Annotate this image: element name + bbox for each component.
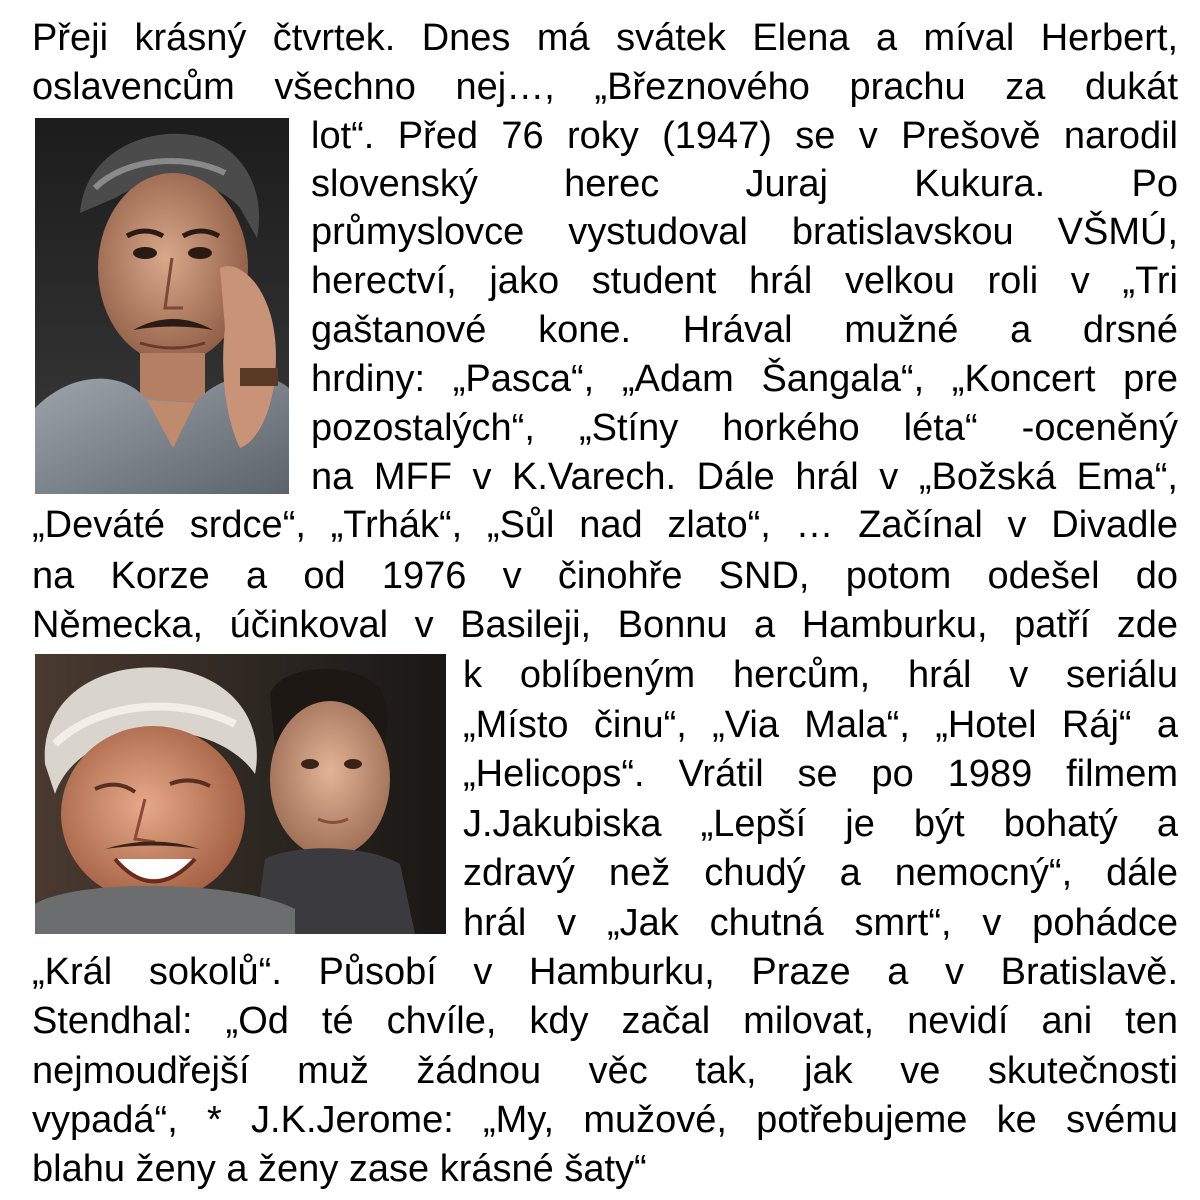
text-line: hrdiny: „Pasca“, „Adam Šangala“, „Koncert pre [311, 358, 1178, 400]
text-line: k oblíbeným hercům, hrál v seriálu [463, 654, 1178, 696]
text-line: „Deváté srdce“, „Trhák“, „Sůl nad zlato“, … Začínal v Divadle [32, 504, 1178, 546]
text-line: „Místo činu“, „Via Mala“, „Hotel Ráj“ a [463, 704, 1178, 746]
text-line: lot“. Před 76 roky (1947) se v Prešově narodil [311, 115, 1178, 157]
portrait-photo-juraj-kukura [35, 118, 289, 494]
text-line: průmyslovce vystudoval bratislavskou VŠMÚ, [311, 211, 1178, 253]
text-line: oslavencům všechno nej…, „Březnového prachu za dukát [32, 66, 1178, 108]
text-line: „Helicops“. Vrátil se po 1989 filmem [463, 753, 1178, 795]
text-line: na MFF v K.Varech. Dále hrál v „Božská Ema“, [311, 456, 1178, 498]
text-line: herectví, jako student hrál velkou roli v „Tri [311, 260, 1178, 302]
text-line: nejmoudřejší muž žádnou věc tak, jak ve skutečnosti [32, 1050, 1178, 1092]
text-line: Stendhal: „Od té chvíle, kdy začal milovat, nevidí ani ten [32, 1000, 1178, 1042]
photo-two-men [35, 654, 446, 934]
text-line: hrál v „Jak chutná smrt“, v pohádce [463, 902, 1178, 944]
text-line: na Korze a od 1976 v činohře SND, potom odešel do [32, 555, 1178, 597]
text-line: vypadá“, * J.K.Jerome: „My, mužové, potřebujeme ke svému [32, 1099, 1178, 1141]
text-line: Přeji krásný čtvrtek. Dnes má svátek Elena a míval Herbert, [32, 17, 1178, 59]
text-line: J.Jakubiska „Lepší je být bohatý a [463, 803, 1178, 845]
text-line: Německa, účinkoval v Basileji, Bonnu a Hamburku, patří zde [32, 604, 1178, 646]
text-line: zdravý než chudý a nemocný“, dále [463, 852, 1178, 894]
text-line: gaštanové kone. Hrával mužné a drsné [311, 309, 1178, 351]
text-line: slovenský herec Juraj Kukura. Po [311, 163, 1178, 205]
text-line: blahu ženy a ženy zase krásné šaty“ [32, 1148, 647, 1190]
text-line: pozostalých“, „Stíny horkého léta“ -oceněný [311, 407, 1178, 449]
text-line: „Král sokolů“. Působí v Hamburku, Praze a v Bratislavě. [32, 951, 1178, 993]
